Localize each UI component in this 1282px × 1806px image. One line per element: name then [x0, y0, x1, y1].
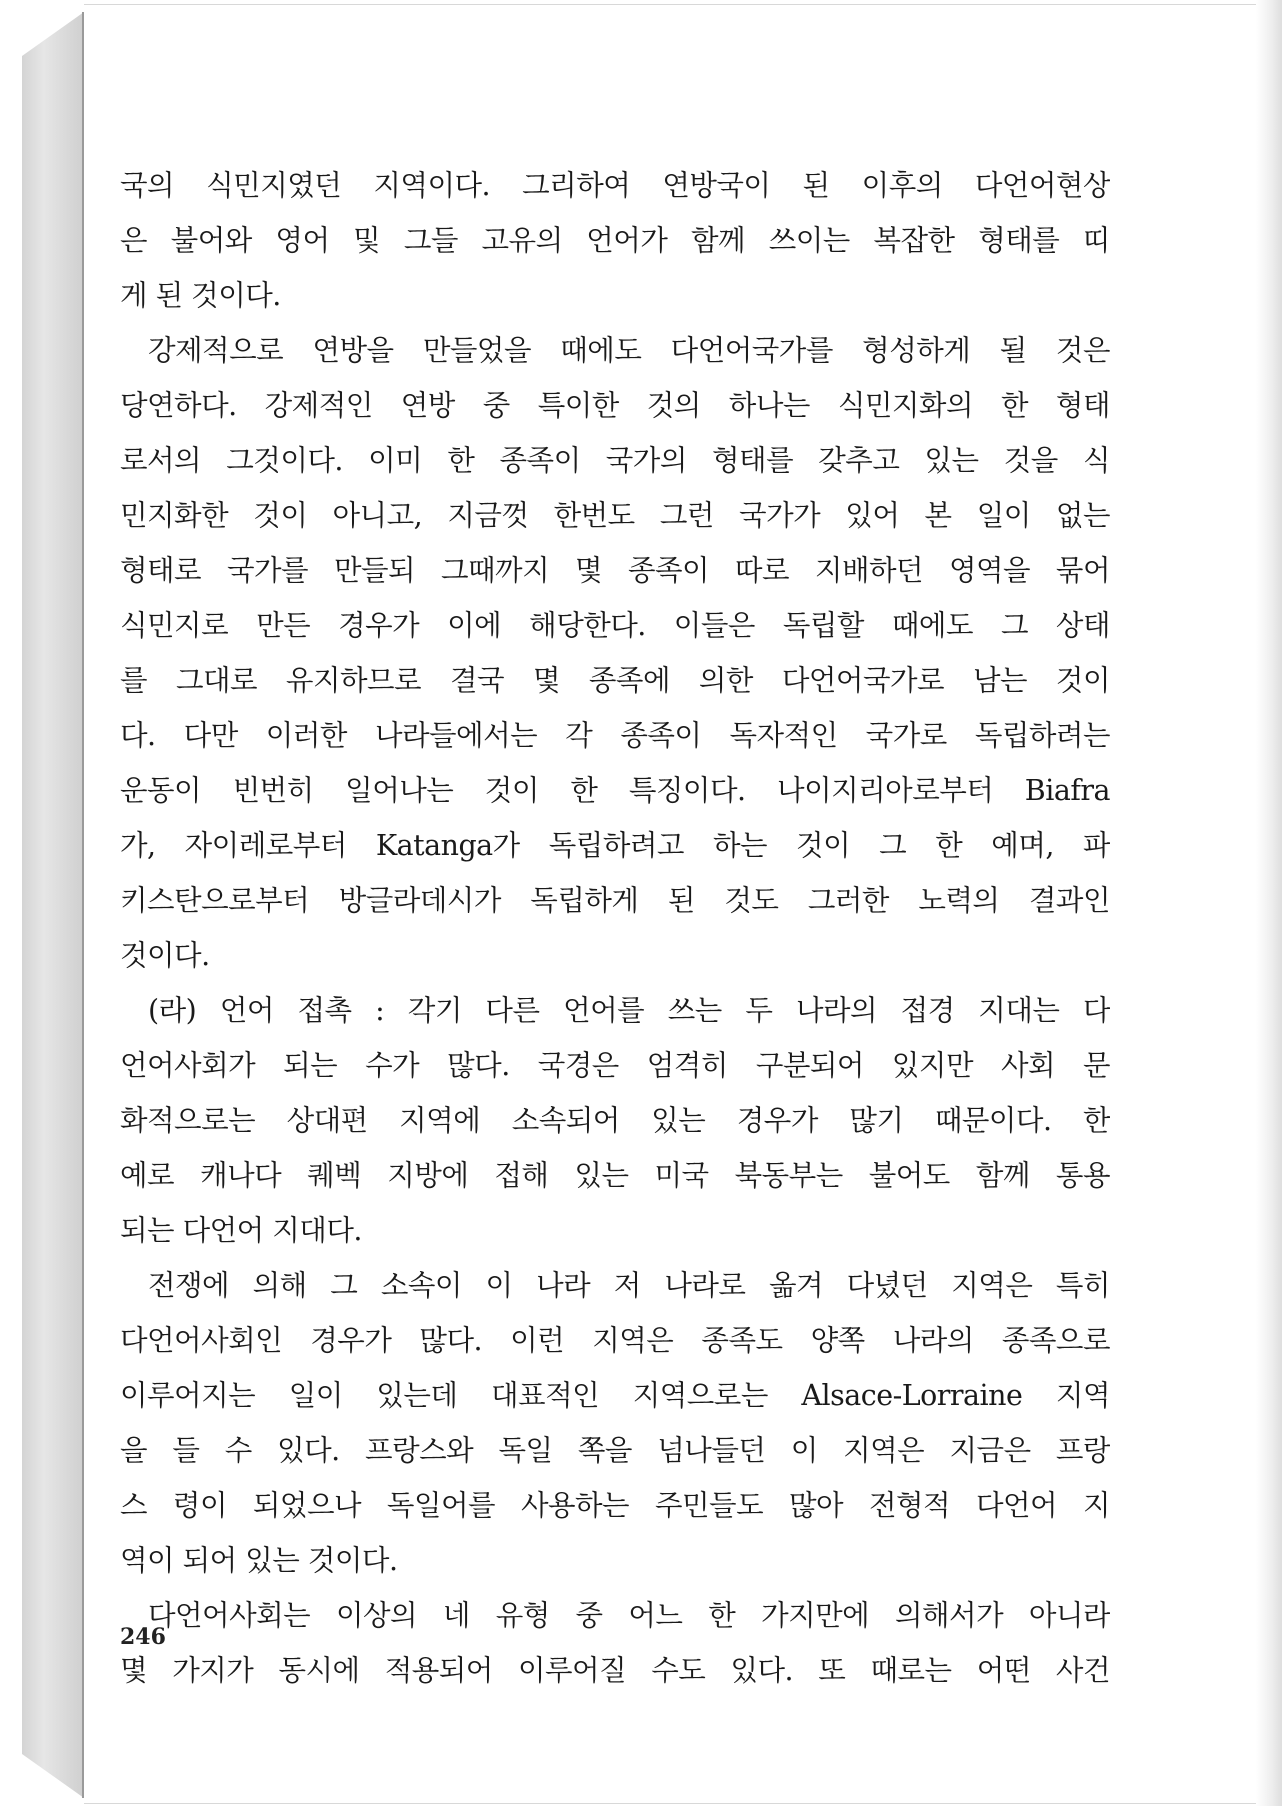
text-line: 형태로 국가를 만들되 그때까지 몇 종족이 따로 지배하던 영역을 묶어 [120, 554, 1110, 587]
text-line: 스 령이 되었으나 독일어를 사용하는 주민들도 많아 전형적 다언어 지 [120, 1489, 1110, 1522]
text-line: 을 들 수 있다. 프랑스와 독일 쪽을 넘나들던 이 지역은 지금은 프랑 [120, 1434, 1110, 1467]
page-edge-shadow [1256, 0, 1282, 1806]
paragraph-2 [120, 323, 1110, 983]
text-line: 국의 식민지였던 지역이다. 그리하여 연방국이 된 이후의 다언어현상 [120, 169, 1110, 202]
text-line: 키스탄으로부터 방글라데시가 독립하게 된 것도 그러한 노력의 결과인 [120, 884, 1110, 917]
text-line: 가, 자이레로부터 Katanga가 독립하려고 하는 것이 그 한 예며, 파 [120, 829, 1110, 862]
text-line: 다언어사회는 이상의 네 유형 중 어느 한 가지만에 의해서가 아니라 [148, 1599, 1110, 1632]
body-text [120, 158, 1110, 1698]
page-number: 246 [120, 1624, 166, 1650]
text-line: 것이다. [120, 939, 210, 972]
text-line: 은 불어와 영어 및 그들 고유의 언어가 함께 쓰이는 복잡한 형태를 띠 [120, 224, 1110, 257]
paragraph-3 [120, 983, 1110, 1258]
text-line: 민지화한 것이 아니고, 지금껏 한번도 그런 국가가 있어 본 일이 없는 [120, 499, 1110, 532]
text-line: 예로 캐나다 퀘벡 지방에 접해 있는 미국 북동부는 불어도 함께 통용 [120, 1159, 1110, 1192]
text-line: 로서의 그것이다. 이미 한 종족이 국가의 형태를 갖추고 있는 것을 식 [120, 444, 1110, 477]
text-line: 화적으로는 상대편 지역에 소속되어 있는 경우가 많기 때문이다. 한 [120, 1104, 1110, 1137]
paragraph-1 [120, 158, 1110, 323]
text-line: 전쟁에 의해 그 소속이 이 나라 저 나라로 옮겨 다녔던 지역은 특히 [148, 1269, 1110, 1302]
text-line: 되는 다언어 지대다. [120, 1214, 362, 1247]
paragraph-4 [120, 1258, 1110, 1588]
text-line: 게 된 것이다. [120, 279, 281, 312]
book-spine [22, 12, 84, 1798]
text-line: 식민지로 만든 경우가 이에 해당한다. 이들은 독립할 때에도 그 상태 [120, 609, 1110, 642]
text-line: 이루어지는 일이 있는데 대표적인 지역으로는 Alsace-Lorraine 지역 [120, 1379, 1110, 1412]
text-line: 다언어사회인 경우가 많다. 이런 지역은 종족도 양쪽 나라의 종족으로 [120, 1324, 1110, 1357]
text-line: (라) 언어 접촉 : 각기 다른 언어를 쓰는 두 나라의 접경 지대는 다 [148, 994, 1110, 1027]
text-line: 를 그대로 유지하므로 결국 몇 종족에 의한 다언어국가로 남는 것이 [120, 664, 1110, 697]
text-line: 당연하다. 강제적인 연방 중 특이한 것의 하나는 식민지화의 한 형태 [120, 389, 1110, 422]
text-line: 언어사회가 되는 수가 많다. 국경은 엄격히 구분되어 있지만 사회 문 [120, 1049, 1110, 1082]
paragraph-5 [120, 1588, 1110, 1698]
text-line: 역이 되어 있는 것이다. [120, 1544, 398, 1577]
text-line: 다. 다만 이러한 나라들에서는 각 종족이 독자적인 국가로 독립하려는 [120, 719, 1110, 752]
text-line: 몇 가지가 동시에 적용되어 이루어질 수도 있다. 또 때로는 어떤 사건 [120, 1654, 1110, 1687]
text-line: 강제적으로 연방을 만들었을 때에도 다언어국가를 형성하게 될 것은 [148, 334, 1110, 367]
text-line: 운동이 빈번히 일어나는 것이 한 특징이다. 나이지리아로부터 Biafra [120, 774, 1110, 807]
